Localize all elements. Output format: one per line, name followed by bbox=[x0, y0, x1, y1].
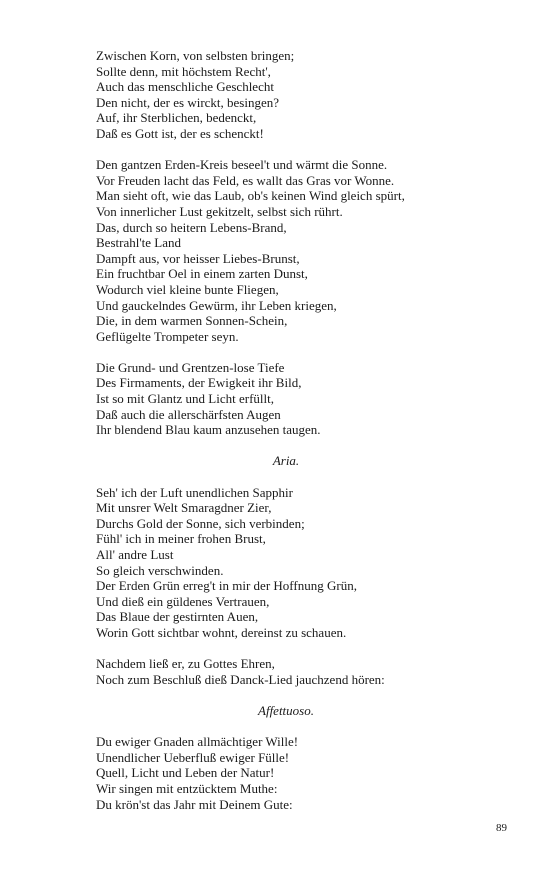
verse-line: All' andre Lust bbox=[96, 547, 174, 562]
stanza bbox=[96, 157, 476, 344]
verse-line: Und gauckelndes Gewürm, ihr Leben kriegen, bbox=[96, 297, 337, 313]
stanza bbox=[96, 656, 476, 687]
verse-line: Dampft aus, vor heisser Liebes-Brunst, bbox=[96, 250, 300, 266]
verse-line: Noch zum Beschluß dieß Danck-Lied jauchzend hören: bbox=[96, 671, 385, 687]
verse-line: Daß auch die allerschärfsten Augen bbox=[96, 406, 281, 422]
verse-line: Die, in dem warmen Sonnen-Schein, bbox=[96, 313, 288, 329]
page-number: 89 bbox=[496, 822, 507, 834]
verse-line: So gleich verschwinden. bbox=[96, 562, 224, 578]
verse-line: Vor Freuden lacht das Feld, es wallt das Gras vor Wonne. bbox=[96, 172, 395, 188]
verse-line: Ein fruchtbar Oel in einem zarten Dunst, bbox=[96, 266, 308, 282]
verse-line: Seh' ich der Luft unendlichen Sapphir bbox=[96, 484, 293, 500]
section-heading: Aria. bbox=[272, 453, 300, 469]
verse-line: Auf, ihr Sterblichen, bedenckt, bbox=[96, 110, 257, 126]
verse-line: Von innerlicher Lust gekitzelt, selbst sich rührt. bbox=[96, 203, 343, 219]
verse-line: Du krön'st das Jahr mit Deinem Gute: bbox=[96, 796, 293, 812]
verse-line: Auch das menschliche Geschlecht bbox=[96, 79, 274, 95]
verse-line: Ist so mit Glantz und Licht erfüllt, bbox=[96, 391, 274, 407]
section-heading: Affettuoso. bbox=[258, 702, 314, 718]
verse-line: Durchs Gold der Sonne, sich verbinden; bbox=[96, 515, 305, 531]
verse-line: Zwischen Korn, von selbsten bringen; bbox=[96, 48, 295, 63]
verse-line: Den gantzen Erden-Kreis beseel't und wärmt die Sonne. bbox=[96, 157, 388, 173]
verse-line: Nachdem ließ er, zu Gottes Ehren, bbox=[96, 656, 275, 672]
verse-line: Ihr blendend Blau kaum anzusehen taugen. bbox=[96, 422, 321, 438]
stanza bbox=[96, 734, 476, 812]
verse-line: Wodurch viel kleine bunte Fliegen, bbox=[96, 281, 279, 297]
verse-line: Quell, Licht und Leben der Natur! bbox=[96, 765, 275, 781]
stanza bbox=[96, 48, 476, 142]
verse-line: Des Firmaments, der Ewigkeit ihr Bild, bbox=[96, 375, 302, 391]
stanza bbox=[96, 360, 476, 438]
verse-line: Du ewiger Gnaden allmächtiger Wille! bbox=[96, 734, 299, 750]
verse-line: Der Erden Grün erreg't in mir der Hoffnung Grün, bbox=[96, 578, 357, 594]
stanza bbox=[96, 485, 476, 641]
verse-line: Den nicht, der es wirckt, besingen? bbox=[96, 94, 280, 110]
verse-line: Worin Gott sichtbar wohnt, dereinst zu schauen. bbox=[96, 624, 347, 640]
verse-line: Fühl' ich in meiner frohen Brust, bbox=[96, 531, 266, 547]
poem-text bbox=[96, 48, 476, 828]
verse-line: Sollte denn, mit höchstem Recht', bbox=[96, 63, 271, 79]
verse-line: Die Grund- und Grentzen-lose Tiefe bbox=[96, 359, 285, 375]
verse-line: Unendlicher Ueberfluß ewiger Fülle! bbox=[96, 749, 290, 765]
verse-line: Das Blaue der gestirnten Auen, bbox=[96, 609, 259, 625]
verse-line: Das, durch so heitern Lebens-Brand, bbox=[96, 219, 287, 235]
verse-line: Und dieß ein güldenes Vertrauen, bbox=[96, 593, 270, 609]
verse-line: Daß es Gott ist, der es schenckt! bbox=[96, 125, 264, 141]
verse-line: Man sieht oft, wie das Laub, ob's keinen Wind gleich spürt, bbox=[96, 188, 405, 204]
verse-line: Bestrahl'te Land bbox=[96, 235, 182, 251]
verse-line: Wir singen mit entzücktem Muthe: bbox=[96, 780, 278, 796]
verse-line: Geflügelte Trompeter seyn. bbox=[96, 328, 239, 344]
verse-line: Mit unsrer Welt Smaragdner Zier, bbox=[96, 500, 272, 516]
